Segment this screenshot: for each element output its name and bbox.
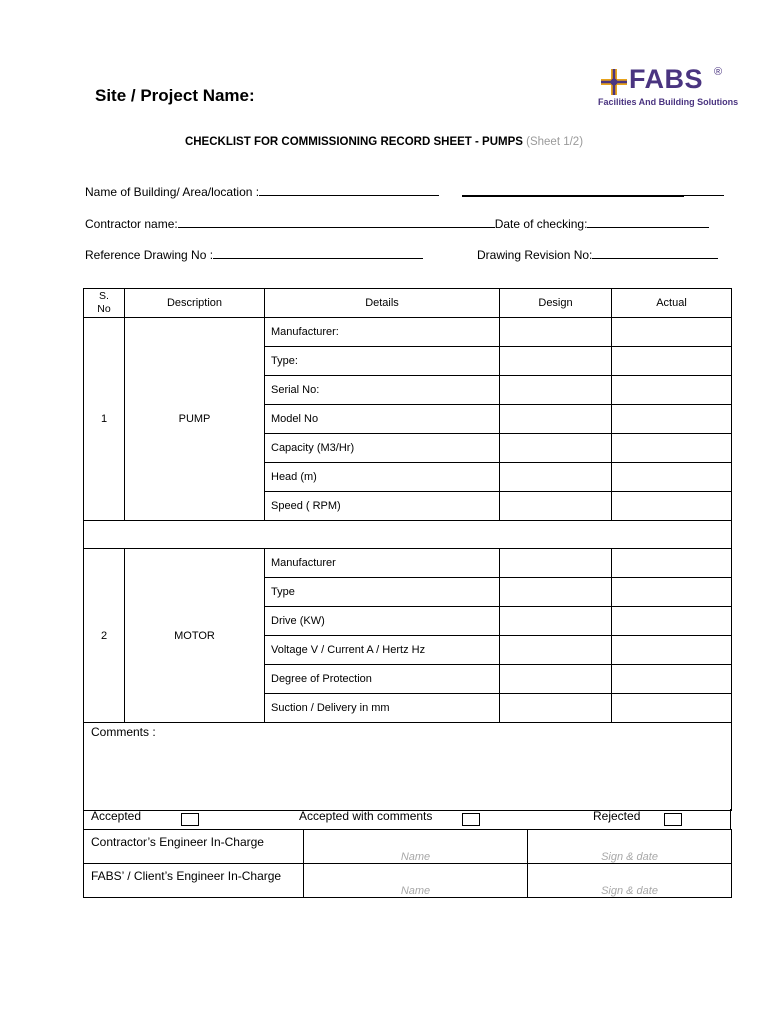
accepted-label: Accepted (91, 809, 142, 823)
signoff-table (83, 829, 732, 898)
detail-label: Type: (265, 347, 500, 376)
design-cell[interactable] (500, 578, 612, 607)
design-cell[interactable] (500, 318, 612, 347)
design-cell[interactable] (500, 607, 612, 636)
actual-cell[interactable] (612, 318, 732, 347)
building-field (85, 184, 439, 199)
contractor-input-line[interactable] (178, 216, 495, 228)
building-label: Name of Building/ Area/location : (85, 185, 260, 199)
client-sign-field[interactable]: Sign & date (528, 864, 732, 898)
accepted-checkbox[interactable] (181, 813, 199, 826)
date-label: Date of checking: (494, 217, 588, 231)
accepted-with-comments-checkbox[interactable] (462, 813, 480, 826)
description-header: Description (125, 289, 265, 318)
actual-header: Actual (612, 289, 732, 318)
design-cell[interactable] (500, 665, 612, 694)
table-row (84, 549, 732, 578)
actual-cell[interactable] (612, 405, 732, 434)
actual-cell[interactable] (612, 463, 732, 492)
design-cell[interactable] (500, 405, 612, 434)
design-cell[interactable] (500, 376, 612, 405)
table-row (84, 318, 732, 347)
design-cell[interactable] (500, 492, 612, 521)
signoff-row (84, 864, 732, 898)
signoff-row (84, 830, 732, 864)
drawing-input-line[interactable] (213, 247, 423, 259)
detail-label: Serial No: (265, 376, 500, 405)
revision-field (477, 247, 718, 262)
acceptance-row (83, 809, 731, 829)
detail-label: Voltage V / Current A / Hertz Hz (265, 636, 500, 665)
detail-label: Speed ( RPM) (265, 492, 500, 521)
detail-label: Degree of Protection (265, 665, 500, 694)
contractor-name-field[interactable]: Name (304, 830, 528, 864)
checklist-title: CHECKLIST FOR COMMISSIONING RECORD SHEET - PUMPS (184, 136, 523, 148)
design-cell[interactable] (500, 549, 612, 578)
checklist-heading (0, 136, 768, 148)
comments-field[interactable] (84, 723, 732, 811)
motor-sno: 2 (84, 549, 125, 723)
actual-cell[interactable] (612, 636, 732, 665)
client-engineer-label: FABS’ / Client’s Engineer In-Charge (84, 864, 304, 898)
detail-label: Manufacturer: (265, 318, 500, 347)
fabs-cross-icon (600, 68, 628, 96)
actual-cell[interactable] (612, 578, 732, 607)
design-header: Design (500, 289, 612, 318)
actual-cell[interactable] (612, 376, 732, 405)
motor-description: MOTOR (125, 549, 265, 723)
detail-label: Head (m) (265, 463, 500, 492)
contractor-sign-field[interactable]: Sign & date (528, 830, 732, 864)
actual-cell[interactable] (612, 492, 732, 521)
logo-wordmark: FABS (629, 64, 704, 94)
actual-cell[interactable] (612, 347, 732, 376)
actual-cell[interactable] (612, 607, 732, 636)
comments-label: Comments : (91, 725, 156, 739)
accepted-with-comments-label: Accepted with comments (299, 809, 433, 823)
date-input-line[interactable] (587, 216, 709, 228)
pump-sno: 1 (84, 318, 125, 521)
rejected-label: Rejected (593, 809, 641, 823)
building-input-line[interactable] (259, 184, 439, 196)
detail-label: Manufacturer (265, 549, 500, 578)
building-input-line-end (684, 195, 724, 196)
design-cell[interactable] (500, 694, 612, 723)
actual-cell[interactable] (612, 694, 732, 723)
registered-mark: ® (714, 66, 723, 78)
client-name-field[interactable]: Name (304, 864, 528, 898)
drawing-field (85, 247, 423, 262)
revision-label: Drawing Revision No: (477, 248, 593, 262)
contractor-engineer-label: Contractor’s Engineer In-Charge (84, 830, 304, 864)
design-cell[interactable] (500, 463, 612, 492)
pump-description: PUMP (125, 318, 265, 521)
drawing-label: Reference Drawing No : (85, 248, 214, 262)
actual-cell[interactable] (612, 665, 732, 694)
detail-label: Suction / Delivery in mm (265, 694, 500, 723)
fabs-logo (598, 64, 739, 110)
table-header-row (84, 289, 732, 318)
detail-label: Capacity (M3/Hr) (265, 434, 500, 463)
building-input-line-bold (462, 195, 684, 197)
detail-label: Type (265, 578, 500, 607)
separator-row (84, 521, 732, 549)
revision-input-line[interactable] (592, 247, 718, 259)
detail-label: Drive (KW) (265, 607, 500, 636)
design-cell[interactable] (500, 434, 612, 463)
comments-row (84, 723, 732, 811)
contractor-label: Contractor name: (85, 217, 178, 231)
design-cell[interactable] (500, 636, 612, 665)
sno-header: S. No (84, 289, 125, 318)
actual-cell[interactable] (612, 549, 732, 578)
contractor-field (85, 216, 709, 231)
checklist-table (83, 288, 732, 811)
rejected-checkbox[interactable] (664, 813, 682, 826)
details-header: Details (265, 289, 500, 318)
site-project-name-label: Site / Project Name: (95, 86, 255, 105)
logo-tagline: Facilities And Building Solutions (598, 97, 739, 107)
detail-label: Model No (265, 405, 500, 434)
actual-cell[interactable] (612, 434, 732, 463)
separator-cell (84, 521, 732, 549)
design-cell[interactable] (500, 347, 612, 376)
sheet-number: (Sheet 1/2) (526, 136, 584, 148)
